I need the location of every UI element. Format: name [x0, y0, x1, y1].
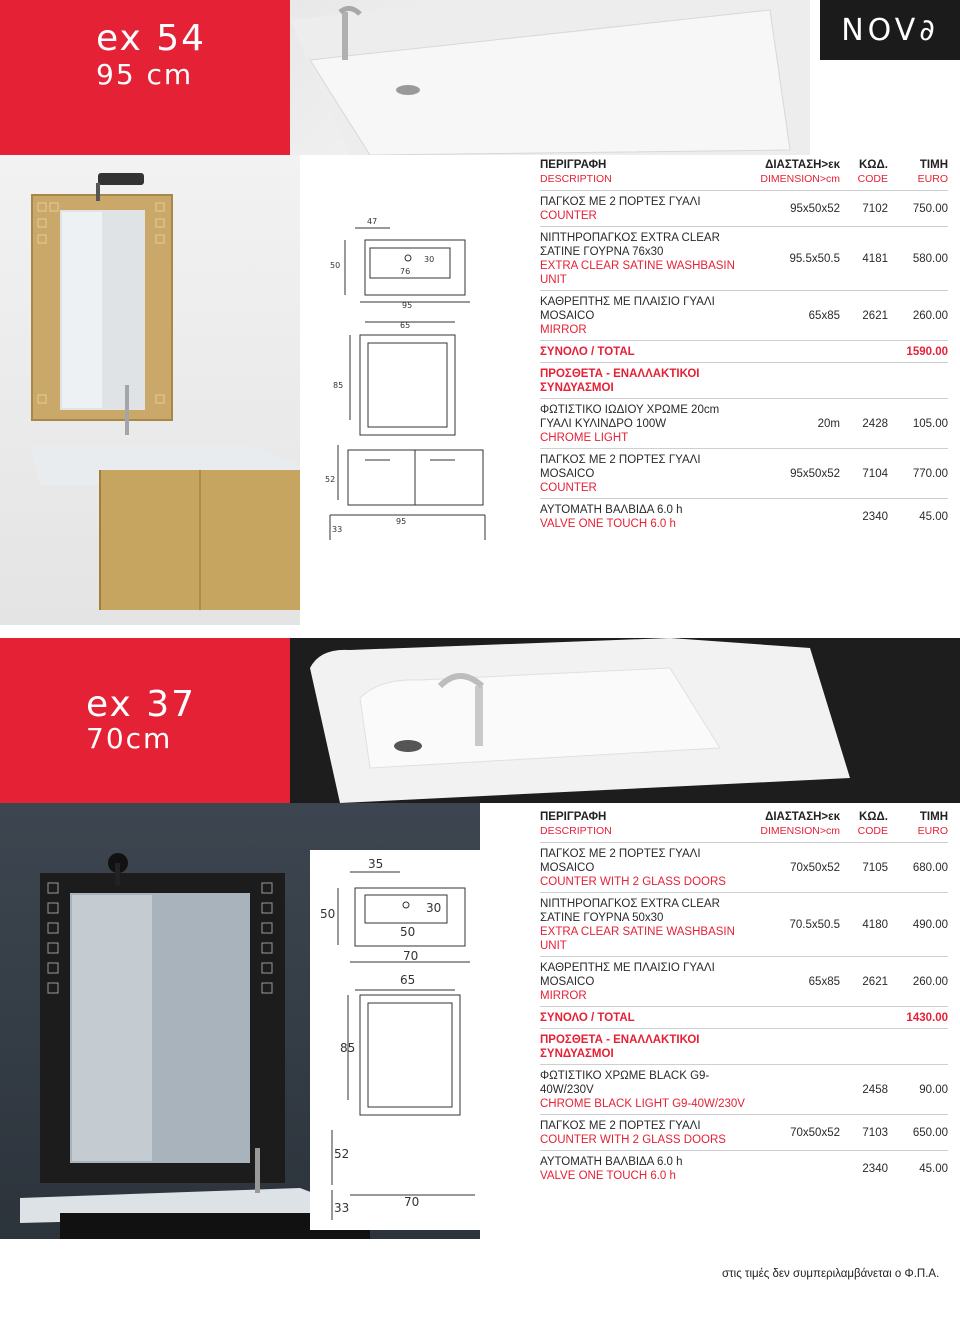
vat-note: στις τιμές δεν συμπεριλαμβάνεται ο Φ.Π.Α. [722, 1268, 940, 1280]
total-price: 1430.00 [906, 1012, 948, 1024]
model-title-ex54: ex 54 [96, 18, 207, 59]
item-desc-gr: ΠΑΓΚΟΣ ΜΕ 2 ΠΟΡΤΕΣ ΓΥΑΛΙ [540, 196, 701, 208]
item-price: 105.00 [912, 418, 948, 430]
dim-top-width: 47 [367, 217, 378, 226]
brand-logo: NOV∂ [820, 0, 960, 60]
extras-section-row [540, 362, 948, 398]
header-dimension-en: DIMENSION>cm [760, 825, 840, 837]
item-desc-gr: ΠΑΓΚΟΣ ΜΕ 2 ΠΟΡΤΕΣ ΓΥΑΛΙ MOSAICO [540, 848, 701, 874]
item-dimension: 20m [817, 418, 840, 430]
table-row [540, 842, 948, 892]
dim-basin-w: 50 [400, 925, 416, 939]
item-price: 580.00 [912, 253, 948, 265]
item-desc-gr: ΦΩΤΙΣΤΙΚΟ ΙΩΔΙΟΥ ΧΡΩΜΕ 20cm ΓΥΑΛΙ ΚΥΛΙΝΔΡΟ 100W [540, 404, 720, 430]
item-desc-gr: ΑΥΤΟΜΑΤΗ ΒΑΛΒΙΔΑ 6.0 h [540, 504, 683, 516]
dim-basin-d: 30 [424, 255, 435, 264]
item-desc-gr: ΑΥΤΟΜΑΤΗ ΒΑΛΒΙΔΑ 6.0 h [540, 1156, 683, 1168]
header-dimension-en: DIMENSION>cm [760, 173, 840, 185]
extras-label: ΠΡΟΣΘΕΤΑ - ΕΝΑΛΛΑΚΤΙΚΟΙ ΣΥΝΔΥΑΣΜΟΙ [540, 1034, 700, 1060]
item-price: 260.00 [912, 310, 948, 322]
item-dimension: 70.5x50.5 [789, 919, 840, 931]
total-label: ΣΥΝΟΛΟ / TOTAL [540, 346, 635, 358]
item-code: 7102 [862, 203, 888, 215]
item-dimension: 95.5x50.5 [789, 253, 840, 265]
total-row [540, 340, 948, 362]
product-photo-ex54-drawing [0, 155, 300, 625]
item-code: 4181 [862, 253, 888, 265]
dim-height: 50 [330, 261, 341, 270]
item-desc-gr: ΝΙΠΤΗΡΟΠΑΓΚΟΣ EXTRA CLEAR ΣΑΤΙΝΕ ΓΟΥΡΝΑ 76x30 [540, 232, 720, 258]
item-code: 7105 [862, 862, 888, 874]
item-desc-gr: ΝΙΠΤΗΡΟΠΑΓΚΟΣ EXTRA CLEAR ΣΑΤΙΝΕ ΓΟΥΡΝΑ 50x30 [540, 898, 720, 924]
item-dimension: 70x50x52 [790, 1127, 840, 1139]
table-row [540, 1114, 948, 1150]
header-price-gr: ΤΙΜΗ [919, 159, 948, 171]
dim-total-w: 70 [403, 949, 419, 963]
dim-cab-h: 52 [325, 475, 336, 484]
item-dimension: 95x50x52 [790, 203, 840, 215]
item-desc-gr: ΚΑΘΡΕΠΤΗΣ ΜΕ ΠΛΑΙΣΙΟ ΓΥΑΛΙ MOSAICO [540, 296, 715, 322]
technical-drawing-ex54 [320, 210, 520, 550]
dim-depth: 33 [332, 525, 343, 534]
item-dimension: 95x50x52 [790, 468, 840, 480]
table-row [540, 226, 948, 290]
technical-drawing-ex54-svg [320, 210, 520, 550]
item-desc-en: COUNTER [540, 210, 597, 222]
item-code: 7103 [862, 1127, 888, 1139]
item-price: 90.00 [919, 1084, 948, 1096]
item-desc-en: EXTRA CLEAR SATINE WASHBASIN UNIT [540, 260, 735, 286]
item-code: 7104 [862, 468, 888, 480]
item-desc-en: MIRROR [540, 324, 587, 336]
item-price: 680.00 [912, 862, 948, 874]
dim-basin-d: 30 [426, 901, 442, 915]
technical-drawing-ex37-svg [310, 850, 490, 1230]
total-label: ΣΥΝΟΛΟ / TOTAL [540, 1012, 635, 1024]
item-code: 2458 [862, 1084, 888, 1096]
item-price: 650.00 [912, 1127, 948, 1139]
dim-basin-w: 76 [400, 267, 411, 276]
basin-photo-ex54-drawing [290, 0, 810, 155]
header-code-en: CODE [857, 825, 888, 837]
dim-depth: 33 [334, 1201, 350, 1215]
extras-label: ΠΡΟΣΘΕΤΑ - ΕΝΑΛΛΑΚΤΙΚΟΙ ΣΥΝΔΥΑΣΜΟΙ [540, 368, 700, 394]
basin-photo-ex37-drawing [290, 638, 960, 803]
dim-cab-w: 95 [396, 517, 407, 526]
table-row [540, 448, 948, 498]
basin-photo-ex54 [290, 0, 810, 155]
item-desc-gr: ΠΑΓΚΟΣ ΜΕ 2 ΠΟΡΤΕΣ ΓΥΑΛΙ [540, 1120, 701, 1132]
table-row [540, 892, 948, 956]
item-price: 750.00 [912, 203, 948, 215]
spec-header [540, 158, 948, 186]
item-code: 2621 [862, 976, 888, 988]
item-code: 2340 [862, 1163, 888, 1175]
header-description-en: DESCRIPTION [540, 173, 612, 185]
item-dimension: 65x85 [808, 976, 840, 988]
table-row [540, 290, 948, 340]
basin-photo-ex37 [290, 638, 960, 803]
item-price: 45.00 [919, 511, 948, 523]
item-desc-gr: ΦΩΤΙΣΤΙΚΟ ΧΡΩΜΕ BLACK G9-40W/230V [540, 1070, 710, 1096]
item-desc-en: MIRROR [540, 990, 587, 1002]
item-desc-en: COUNTER WITH 2 GLASS DOORS [540, 876, 726, 888]
dim-height: 50 [320, 907, 336, 921]
item-desc-en: CHROME BLACK LIGHT G9-40W/230V [540, 1098, 745, 1110]
dim-mirror-h: 85 [333, 381, 344, 390]
total-row [540, 1006, 948, 1028]
item-desc-en: EXTRA CLEAR SATINE WASHBASIN UNIT [540, 926, 735, 952]
header-description-en: DESCRIPTION [540, 825, 612, 837]
table-row [540, 1064, 948, 1114]
item-code: 2428 [862, 418, 888, 430]
item-desc-gr: ΚΑΘΡΕΠΤΗΣ ΜΕ ΠΛΑΙΣΙΟ ΓΥΑΛΙ MOSAICO [540, 962, 715, 988]
item-desc-gr: ΠΑΓΚΟΣ ΜΕ 2 ΠΟΡΤΕΣ ΓΥΑΛΙ MOSAICO [540, 454, 701, 480]
item-price: 260.00 [912, 976, 948, 988]
header-code-gr: ΚΩΔ. [859, 811, 888, 823]
header-code-gr: ΚΩΔ. [859, 159, 888, 171]
dim-mirror-w: 65 [400, 321, 411, 330]
table-row [540, 956, 948, 1006]
model-size-ex37: 70cm [86, 722, 173, 755]
item-price: 490.00 [912, 919, 948, 931]
header-description-gr: ΠΕΡΙΓΡΑΦΗ [540, 159, 607, 171]
item-code: 2340 [862, 511, 888, 523]
item-desc-en: VALVE ONE TOUCH 6.0 h [540, 518, 676, 530]
table-row [540, 398, 948, 448]
dim-total-w: 95 [402, 301, 413, 310]
header-price-en: EURO [917, 825, 948, 837]
model-title-ex37: ex 37 [86, 684, 197, 725]
header-price-gr: ΤΙΜΗ [919, 811, 948, 823]
item-price: 770.00 [912, 468, 948, 480]
dim-cab-w: 70 [404, 1195, 420, 1209]
table-row [540, 190, 948, 226]
dim-mirror-h: 85 [340, 1041, 356, 1055]
spec-table-ex54 [540, 158, 948, 534]
item-price: 45.00 [919, 1163, 948, 1175]
dim-cab-h: 52 [334, 1147, 350, 1161]
header-dimension-gr: ΔΙΑΣΤΑΣΗ>εκ [765, 159, 840, 171]
extras-section-row [540, 1028, 948, 1064]
item-dimension: 70x50x52 [790, 862, 840, 874]
total-price: 1590.00 [906, 346, 948, 358]
header-dimension-gr: ΔΙΑΣΤΑΣΗ>εκ [765, 811, 840, 823]
table-row [540, 1150, 948, 1186]
header-code-en: CODE [857, 173, 888, 185]
dim-mirror-w: 65 [400, 973, 416, 987]
item-code: 2621 [862, 310, 888, 322]
item-dimension: 65x85 [808, 310, 840, 322]
item-desc-en: CHROME LIGHT [540, 432, 629, 444]
item-desc-en: VALVE ONE TOUCH 6.0 h [540, 1170, 676, 1182]
spec-header [540, 810, 948, 838]
item-desc-en: COUNTER WITH 2 GLASS DOORS [540, 1134, 726, 1146]
item-code: 4180 [862, 919, 888, 931]
header-description-gr: ΠΕΡΙΓΡΑΦΗ [540, 811, 607, 823]
header-price-en: EURO [917, 173, 948, 185]
dim-top-width: 35 [368, 857, 384, 871]
technical-drawing-ex37 [310, 850, 490, 1230]
product-photo-ex54 [0, 155, 300, 625]
table-row [540, 498, 948, 534]
spec-table-ex37 [540, 810, 948, 1186]
item-desc-en: COUNTER [540, 482, 597, 494]
model-size-ex54: 95 cm [96, 58, 194, 91]
